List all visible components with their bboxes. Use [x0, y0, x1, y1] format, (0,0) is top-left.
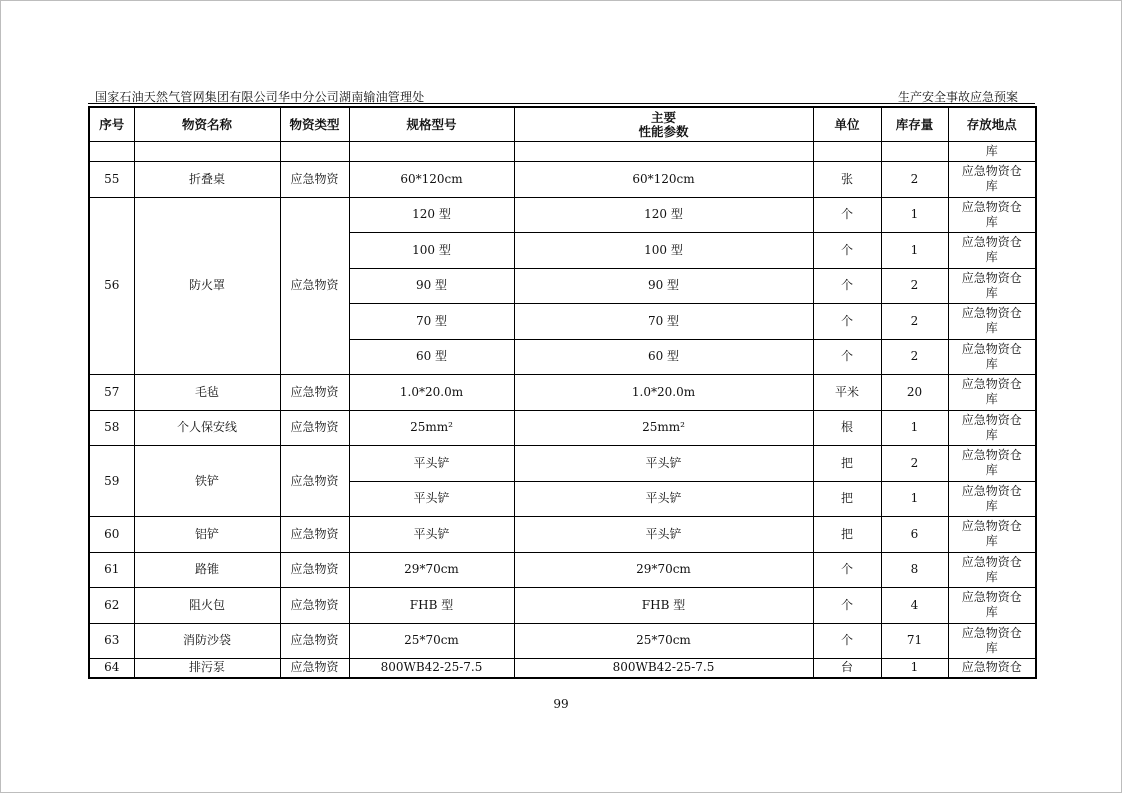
item-spec: 25*70cm [349, 623, 514, 659]
header-document-title: 生产安全事故应急预案 [897, 90, 1018, 104]
item-qty: 2 [881, 446, 948, 482]
item-name: 防火罩 [134, 197, 280, 375]
row-no: 62 [89, 588, 134, 624]
item-perf: 平头铲 [514, 446, 813, 482]
item-spec: 平头铲 [349, 481, 514, 517]
item-perf: 100 型 [514, 233, 813, 269]
item-perf: 60*120cm [514, 162, 813, 198]
item-spec: 60*120cm [349, 162, 514, 198]
item-perf: 29*70cm [514, 552, 813, 588]
table-row [89, 162, 1036, 198]
item-type: 应急物资 [280, 588, 349, 624]
page-number: 99 [553, 697, 569, 711]
item-unit: 个 [813, 197, 881, 233]
location-cell: 应急物资仓 库 [948, 410, 1036, 446]
item-perf: 70 型 [514, 304, 813, 340]
item-perf: 90 型 [514, 268, 813, 304]
row-no: 57 [89, 375, 134, 411]
location-cell: 应急物资仓 库 [948, 268, 1036, 304]
item-type: 应急物资 [280, 623, 349, 659]
item-unit: 个 [813, 268, 881, 304]
item-name: 铁铲 [134, 446, 280, 517]
item-qty: 1 [881, 233, 948, 269]
location-cell: 应急物资仓 库 [948, 446, 1036, 482]
item-unit: 个 [813, 552, 881, 588]
item-qty: 2 [881, 268, 948, 304]
table-row [89, 197, 1036, 233]
row-no: 63 [89, 623, 134, 659]
item-unit: 个 [813, 623, 881, 659]
item-unit: 张 [813, 162, 881, 198]
item-name: 个人保安线 [134, 410, 280, 446]
item-qty: 2 [881, 162, 948, 198]
table-row [89, 410, 1036, 446]
table-header-row [89, 107, 1036, 142]
item-type: 应急物资 [280, 197, 349, 375]
item-unit: 个 [813, 588, 881, 624]
item-spec: FHB 型 [349, 588, 514, 624]
col-header-type: 物资类型 [280, 107, 349, 142]
row-no: 55 [89, 162, 134, 198]
location-cell: 应急物资仓 库 [948, 304, 1036, 340]
item-type: 应急物资 [280, 410, 349, 446]
item-unit: 个 [813, 304, 881, 340]
location-cell: 应急物资仓 库 [948, 588, 1036, 624]
item-unit: 个 [813, 339, 881, 375]
col-header-unit: 单位 [813, 107, 881, 142]
item-spec: 60 型 [349, 339, 514, 375]
item-spec: 29*70cm [349, 552, 514, 588]
location-cell: 应急物资仓 库 [948, 481, 1036, 517]
header-organization: 国家石油天然气管网集团有限公司华中分公司湖南输油管理处 [95, 90, 425, 104]
item-qty: 8 [881, 552, 948, 588]
col-header-perf: 主要 性能参数 [514, 107, 813, 142]
row-no: 58 [89, 410, 134, 446]
table-row [89, 623, 1036, 659]
table-row [89, 375, 1036, 411]
row-no: 61 [89, 552, 134, 588]
item-spec: 25mm² [349, 410, 514, 446]
item-unit: 台 [813, 659, 881, 678]
item-spec: 800WB42-25-7.5 [349, 659, 514, 678]
row-no: 56 [89, 197, 134, 375]
table-row [89, 659, 1036, 678]
table-row-continued [89, 142, 1036, 162]
item-name: 阻火包 [134, 588, 280, 624]
location-cell: 应急物资仓 库 [948, 233, 1036, 269]
item-type: 应急物资 [280, 446, 349, 517]
col-header-no: 序号 [89, 107, 134, 142]
item-qty: 1 [881, 481, 948, 517]
header-rule [88, 103, 1035, 104]
item-qty: 1 [881, 410, 948, 446]
item-unit: 把 [813, 517, 881, 553]
col-header-name: 物资名称 [134, 107, 280, 142]
item-perf: 800WB42-25-7.5 [514, 659, 813, 678]
table-row [89, 517, 1036, 553]
item-perf: 平头铲 [514, 517, 813, 553]
table-row [89, 446, 1036, 482]
item-perf: 25*70cm [514, 623, 813, 659]
item-qty: 1 [881, 197, 948, 233]
item-qty: 4 [881, 588, 948, 624]
item-perf: 120 型 [514, 197, 813, 233]
item-spec: 70 型 [349, 304, 514, 340]
item-spec: 平头铲 [349, 446, 514, 482]
item-unit: 把 [813, 446, 881, 482]
item-perf: 25mm² [514, 410, 813, 446]
item-spec: 120 型 [349, 197, 514, 233]
location-cell: 应急物资仓 库 [948, 552, 1036, 588]
location-cell: 应急物资仓 库 [948, 375, 1036, 411]
item-perf: 60 型 [514, 339, 813, 375]
item-unit: 把 [813, 481, 881, 517]
col-header-qty: 库存量 [881, 107, 948, 142]
location-cell: 应急物资仓 库 [948, 197, 1036, 233]
item-name: 路锥 [134, 552, 280, 588]
item-name: 毛毡 [134, 375, 280, 411]
item-type: 应急物资 [280, 375, 349, 411]
item-unit: 平米 [813, 375, 881, 411]
table-row [89, 552, 1036, 588]
item-name: 折叠桌 [134, 162, 280, 198]
item-perf: FHB 型 [514, 588, 813, 624]
item-spec: 90 型 [349, 268, 514, 304]
item-perf: 1.0*20.0m [514, 375, 813, 411]
location-cell: 应急物资仓 库 [948, 162, 1036, 198]
item-unit: 个 [813, 233, 881, 269]
location-cell: 应急物资仓 库 [948, 623, 1036, 659]
item-type: 应急物资 [280, 162, 349, 198]
item-perf: 平头铲 [514, 481, 813, 517]
item-qty: 6 [881, 517, 948, 553]
item-name: 消防沙袋 [134, 623, 280, 659]
item-spec: 1.0*20.0m [349, 375, 514, 411]
item-qty: 71 [881, 623, 948, 659]
item-qty: 20 [881, 375, 948, 411]
item-type: 应急物资 [280, 552, 349, 588]
item-name: 排污泵 [134, 659, 280, 678]
row-no: 60 [89, 517, 134, 553]
location-cell: 库 [948, 142, 1036, 162]
location-cell: 应急物资仓 [948, 659, 1036, 678]
table-row [89, 588, 1036, 624]
col-header-location: 存放地点 [948, 107, 1036, 142]
item-type: 应急物资 [280, 517, 349, 553]
item-type: 应急物资 [280, 659, 349, 678]
location-cell: 应急物资仓 库 [948, 517, 1036, 553]
row-no: 59 [89, 446, 134, 517]
item-spec: 100 型 [349, 233, 514, 269]
item-unit: 根 [813, 410, 881, 446]
item-qty: 2 [881, 339, 948, 375]
col-header-spec: 规格型号 [349, 107, 514, 142]
inventory-table [88, 106, 1037, 679]
item-name: 铝铲 [134, 517, 280, 553]
location-cell: 应急物资仓 库 [948, 339, 1036, 375]
item-spec: 平头铲 [349, 517, 514, 553]
item-qty: 1 [881, 659, 948, 678]
row-no: 64 [89, 659, 134, 678]
item-qty: 2 [881, 304, 948, 340]
